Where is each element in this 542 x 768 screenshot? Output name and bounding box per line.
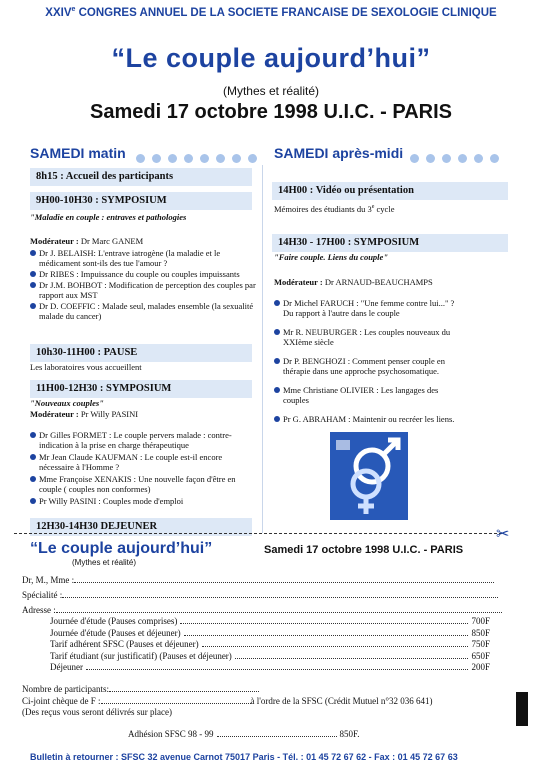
list-item: Dr RIBES : Impuissance du couple ou couples impuissants bbox=[30, 269, 256, 279]
fee-list bbox=[50, 616, 490, 673]
congress-number-sup: e bbox=[71, 6, 76, 13]
list-item: Dr D. COEFFIC : Malade seul, malades ensemble (la sexualité malade du cancer) bbox=[30, 301, 256, 321]
symposium2-talks bbox=[30, 430, 256, 506]
symposium2-theme: "Nouveaux couples" bbox=[30, 398, 104, 408]
list-item: Pr Willy PASINI : Couples mode d'emploi bbox=[30, 496, 256, 506]
page-title: “Le couple aujourd’hui” bbox=[111, 43, 431, 73]
afternoon-dots bbox=[410, 150, 506, 160]
list-item: Dr Michel FARUCH : "Une femme contre lui..." ? Du rapport à l'autre dans le couple bbox=[274, 298, 466, 318]
couple-symbol-logo bbox=[330, 432, 408, 520]
receipt-note: (Des reçus vous seront délivrés sur place) bbox=[22, 707, 172, 717]
welcome-bar: 8h15 : Accueil des participants bbox=[30, 168, 252, 186]
symposium1-time: 9H00-10H30 : SYMPOSIUM bbox=[30, 192, 252, 210]
symposium2-moderator: Modérateur : Pr Willy PASINI bbox=[30, 409, 139, 419]
list-item: Dr Gilles FORMET : Le couple pervers malade : contre-indication à la prise en charge thérapeutique bbox=[30, 430, 256, 450]
symposium2-time: 11H00-12H30 : SYMPOSIUM bbox=[30, 380, 252, 398]
form-date: Samedi 17 octobre 1998 U.I.C. - PARIS bbox=[264, 544, 464, 556]
congress-line bbox=[0, 6, 542, 19]
scissors-icon: ✂ bbox=[496, 526, 510, 543]
column-divider bbox=[262, 165, 263, 533]
afternoon-title: SAMEDI après-midi bbox=[274, 145, 404, 161]
specialty-field[interactable]: Spécialité : bbox=[22, 589, 510, 601]
afternoon-symposium-time: 14H30 - 17H00 : SYMPOSIUM bbox=[272, 234, 508, 252]
pause-text: Les laboratoires vous accueillent bbox=[30, 362, 142, 372]
afternoon-symposium-theme: "Faire couple. Liens du couple" bbox=[274, 252, 389, 262]
video-bar: 14H00 : Vidéo ou présentation bbox=[272, 182, 508, 200]
fee-row[interactable]: Tarif adhérent SFSC (Pauses et déjeuner) 750F bbox=[50, 639, 490, 649]
participants-field[interactable]: Nombre de participants: bbox=[22, 683, 259, 695]
congress-name: CONGRES ANNUEL DE LA SOCIETE FRANCAISE DE SEXOLOGIE CLINIQUE bbox=[78, 6, 497, 19]
video-text: Mémoires des étudiants du 3e cycle bbox=[274, 203, 395, 214]
morning-dots bbox=[136, 150, 264, 160]
name-field[interactable]: Dr, M., Mme : bbox=[22, 574, 510, 586]
event-date: Samedi 17 octobre 1998 U.I.C. - PARIS bbox=[90, 101, 452, 123]
membership-field[interactable]: Adhésion SFSC 98 - 99 850F. bbox=[128, 729, 360, 739]
list-item: Pr G. ABRAHAM : Maintenir ou recréer les liens. bbox=[274, 414, 466, 424]
list-item: Dr J. BELAISH: L'entrave iatrogène (la maladie et le médicament sont-ils des tue l'amour ? bbox=[30, 248, 256, 268]
form-footer: Bulletin à retourner : SFSC 32 avenue Carnot 75017 Paris - Tél. : 01 45 72 67 62 - Fax : 01 45 72 67 63 bbox=[30, 752, 458, 762]
page-subtitle: (Mythes et réalité) bbox=[222, 84, 320, 98]
list-item: Mr R. NEUBURGER : Les couples nouveaux du XXIème siècle bbox=[274, 327, 466, 347]
address-field[interactable]: Adresse : bbox=[22, 604, 510, 616]
cheque-field[interactable]: Ci-joint chèque de F : à l'ordre de la SFSC (Crédit Mutuel n°32 036 641) bbox=[22, 696, 433, 706]
form-title: “Le couple aujourd’hui” bbox=[30, 540, 213, 557]
symposium1-talks bbox=[30, 248, 256, 321]
fee-row[interactable]: Journée d'étude (Pauses comprises) 700F bbox=[50, 616, 490, 626]
symposium1-moderator: Modérateur : Dr Marc GANEM bbox=[30, 236, 144, 246]
list-item: Mme Christiane OLIVIER : Les langages des couples bbox=[274, 385, 466, 405]
list-item: Dr J.M. BOHBOT : Modification de perception des couples par rapport aux MST bbox=[30, 280, 256, 300]
afternoon-moderator: Modérateur : Dr ARNAUD-BEAUCHAMPS bbox=[274, 277, 433, 287]
pause-bar: 10h30-11H00 : PAUSE bbox=[30, 344, 252, 362]
printer-logo bbox=[516, 692, 528, 726]
form-subtitle: (Mythes et réalité) bbox=[72, 558, 137, 567]
list-item: Mr Jean Claude KAUFMAN : Le couple est-il encore nécessaire à l'Homme ? bbox=[30, 452, 256, 472]
fee-row[interactable]: Tarif étudiant (sur justificatif) (Pauses et déjeuner) 650F bbox=[50, 650, 490, 661]
cut-line bbox=[14, 533, 502, 534]
couple-symbol-icon bbox=[330, 432, 408, 520]
fee-row[interactable]: Déjeuner 200F bbox=[50, 662, 490, 672]
afternoon-talks bbox=[274, 298, 466, 424]
fee-row[interactable]: Journée d'étude (Pauses et déjeuner) 850F bbox=[50, 627, 490, 638]
list-item: Mme Françoise XENAKIS : Une nouvelle façon d'être en couple ( couples non conformes) bbox=[30, 474, 256, 494]
congress-number: XXIV bbox=[45, 6, 72, 19]
list-item: Dr P. BENGHOZI : Comment penser couple en thérapie dans une approche psychosomatique. bbox=[274, 356, 466, 376]
symposium1-theme: "Maladie en couple : entraves et pathologies bbox=[30, 212, 187, 222]
morning-title: SAMEDI matin bbox=[30, 145, 126, 161]
lunch-bar: 12H30-14H30 DEJEUNER bbox=[30, 518, 252, 536]
